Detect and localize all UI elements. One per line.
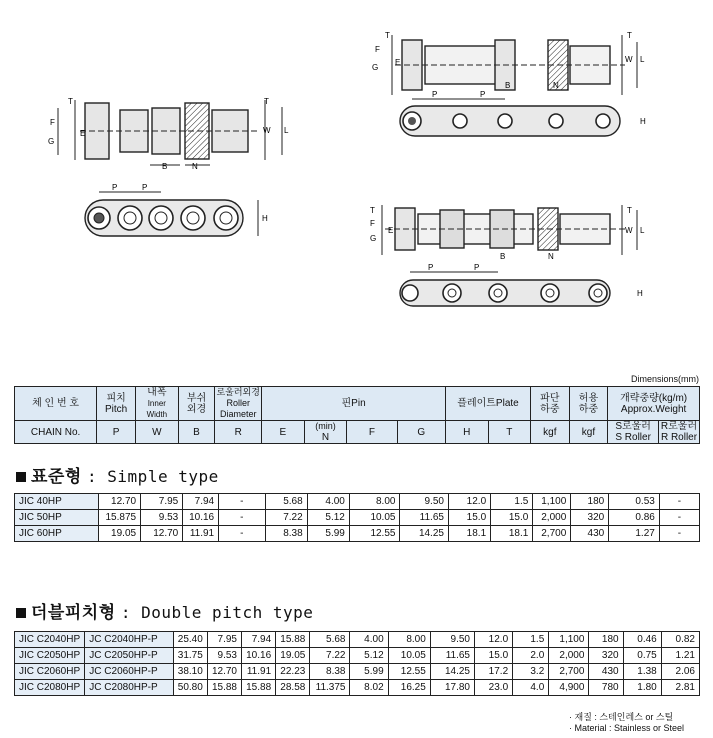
spec-cell: 17.80	[430, 680, 474, 696]
spec-cell: 2,700	[533, 526, 571, 542]
double-type-table	[14, 631, 700, 696]
spec-cell: -	[659, 526, 699, 542]
dim-e-label-d1: E	[395, 58, 401, 67]
spec-cell: 4.0	[513, 680, 549, 696]
spec-cell: 9.53	[207, 648, 241, 664]
header-bush: 부쉬 외경	[178, 387, 215, 421]
spec-cell: 31.75	[173, 648, 207, 664]
dim-w-label-d1: W	[625, 55, 633, 64]
header-plate: 플레이트Plate	[446, 387, 531, 421]
spec-cell: 50.80	[173, 680, 207, 696]
header-pitch-sym: P	[97, 421, 136, 444]
dim-b-label: B	[162, 162, 168, 171]
dim-g-label-d1: G	[372, 63, 379, 72]
header-break-load: 파단 하중	[531, 387, 570, 421]
spec-cell: 12.70	[141, 526, 183, 542]
spec-cell: 10.16	[183, 510, 219, 526]
dim-e-label: E	[80, 129, 86, 138]
spec-cell: 180	[589, 632, 623, 648]
header-bush-sym: B	[178, 421, 215, 444]
dim-t-label-d1: T	[385, 31, 390, 40]
spec-cell: 8.38	[265, 526, 307, 542]
table-row	[15, 632, 700, 648]
header-roller: 로울러외경 Roller Diameter	[216, 387, 260, 419]
dim-g-label-d2: G	[370, 234, 377, 243]
spec-cell: 3.2	[513, 664, 549, 680]
spec-cell: 780	[589, 680, 623, 696]
dim-h-label-d1: H	[640, 117, 646, 126]
dim-w-label: W	[263, 126, 271, 135]
dim-p-label-2: P	[142, 183, 148, 192]
spec-cell: 8.38	[310, 664, 350, 680]
dim-t-label-d2: T	[370, 206, 375, 215]
spec-cell: 17.2	[474, 664, 512, 680]
spec-cell: -	[219, 526, 265, 542]
dim-p-label-d2: P	[428, 263, 434, 272]
spec-cell: 8.02	[350, 680, 388, 696]
header-chain-ko: 체 인 번 호	[15, 387, 97, 421]
spec-cell: 22.23	[276, 664, 310, 680]
spec-cell: 15.875	[99, 510, 141, 526]
spec-cell: 11.65	[400, 510, 449, 526]
dim-f-label: F	[50, 118, 55, 127]
spec-cell: 15.88	[276, 632, 310, 648]
spec-cell: 4,900	[549, 680, 589, 696]
spec-cell: 1.5	[491, 494, 533, 510]
spec-cell: 1,100	[533, 494, 571, 510]
spec-cell: 23.0	[474, 680, 512, 696]
double-type-title: 더블피치형 : Double pitch type	[16, 598, 313, 623]
spec-cell: 12.0	[474, 632, 512, 648]
spec-cell: 11.375	[310, 680, 350, 696]
section-bullet-icon	[16, 608, 26, 618]
spec-cell: 0.75	[623, 648, 661, 664]
spec-cell: 180	[571, 494, 609, 510]
header-pin-g: G	[397, 421, 445, 444]
spec-cell: 12.55	[349, 526, 400, 542]
dim-t-label-d1r: T	[627, 31, 632, 40]
table-row	[15, 664, 700, 680]
table-row	[15, 680, 700, 696]
header-inner-width: 내폭 Inner Width	[135, 387, 178, 421]
spec-cell: 25.40	[173, 632, 207, 648]
dimensions-note: Dimensions(mm)	[630, 374, 699, 384]
spec-cell: 7.95	[141, 494, 183, 510]
spec-cell: -	[219, 510, 265, 526]
spec-cell: 2.06	[661, 664, 699, 680]
spec-cell: 9.50	[430, 632, 474, 648]
spec-cell: 1.38	[623, 664, 661, 680]
dim-b-label-d1: B	[505, 81, 511, 90]
spec-cell: 1.27	[609, 526, 660, 542]
chain-number-cell: JIC C2060HP	[15, 664, 85, 680]
header-pin-f: F	[347, 421, 397, 444]
chain-number-cell: JC C2050HP-P	[85, 648, 173, 664]
dim-w-label-d2: W	[625, 226, 633, 235]
spec-cell: 16.25	[388, 680, 430, 696]
dim-p-label: P	[112, 183, 118, 192]
spec-cell: 15.88	[241, 680, 275, 696]
spec-cell: 14.25	[400, 526, 449, 542]
chain-number-cell: JIC 60HP	[15, 526, 99, 542]
spec-cell: 14.25	[430, 664, 474, 680]
dim-f-label-d1: F	[375, 45, 380, 54]
double-r-top-view	[400, 263, 643, 306]
table-row	[15, 526, 700, 542]
chain-number-cell: JC C2080HP-P	[85, 680, 173, 696]
header-pin-n: (min) N	[304, 421, 347, 444]
spec-cell: 4.00	[307, 494, 349, 510]
spec-cell: 10.05	[388, 648, 430, 664]
chain-number-cell: JIC C2080HP	[15, 680, 85, 696]
header-chain-en: CHAIN No.	[15, 421, 97, 444]
header-weight: 개략중량(kg/m) Approx.Weight	[608, 387, 700, 421]
spec-cell: 320	[589, 648, 623, 664]
dim-n-label: N	[192, 162, 198, 171]
spec-cell: 0.53	[609, 494, 660, 510]
dim-p-label-d2b: P	[474, 263, 480, 272]
spec-cell: 1.5	[513, 632, 549, 648]
header-weight-r: R로울러 R Roller	[659, 421, 700, 444]
material-note-ko: · 재질 : 스테인레스 or 스틸	[569, 712, 674, 722]
header-allow-load: 허용 하중	[569, 387, 608, 421]
dim-r-b-label-d2: B	[500, 252, 506, 261]
spec-cell: 1.80	[623, 680, 661, 696]
dim-t-label: T	[68, 97, 73, 106]
spec-cell: 7.94	[183, 494, 219, 510]
spec-cell: 7.22	[265, 510, 307, 526]
material-note	[569, 710, 684, 733]
dim-p-label-d1: P	[432, 90, 438, 99]
dim-n-label-d1: N	[553, 81, 559, 90]
spec-cell: 5.99	[350, 664, 388, 680]
spec-cell: 18.1	[491, 526, 533, 542]
dim-l-label: L	[284, 126, 289, 135]
chain-number-cell: JIC C2050HP	[15, 648, 85, 664]
spec-cell: 5.12	[307, 510, 349, 526]
spec-cell: 2,700	[549, 664, 589, 680]
header-pin-e: E	[262, 421, 304, 444]
dim-l-label-d1: L	[640, 55, 645, 64]
spec-cell: 11.91	[241, 664, 275, 680]
spec-cell: 2.0	[513, 648, 549, 664]
spec-cell: 2,000	[549, 648, 589, 664]
double-s-side-view	[372, 31, 645, 95]
spec-cell: 5.99	[307, 526, 349, 542]
simple-side-view	[48, 97, 289, 171]
spec-cell: 9.50	[400, 494, 449, 510]
spec-cell: -	[659, 510, 699, 526]
spec-cell: 4.00	[350, 632, 388, 648]
simple-type-table	[14, 493, 700, 542]
spec-cell: 5.12	[350, 648, 388, 664]
dim-n-label-d2: N	[548, 252, 554, 261]
spec-cell: 12.70	[207, 664, 241, 680]
header-weight-s: S로울러 S Roller	[608, 421, 659, 444]
header-inner-sym: W	[135, 421, 178, 444]
spec-cell: 5.68	[310, 632, 350, 648]
simple-top-view	[85, 183, 268, 236]
spec-cell: 1,100	[549, 632, 589, 648]
header-pin: 핀Pin	[262, 387, 446, 421]
spec-cell: 12.55	[388, 664, 430, 680]
table-row	[15, 510, 700, 526]
spec-cell: 11.65	[430, 648, 474, 664]
chain-number-cell: JC C2060HP-P	[85, 664, 173, 680]
chain-number-cell: JIC C2040HP	[15, 632, 85, 648]
spec-cell: 15.0	[474, 648, 512, 664]
header-roller-sym: R	[215, 421, 262, 444]
double-s-top-view	[400, 90, 646, 136]
spec-cell: 19.05	[276, 648, 310, 664]
spec-cell: 0.82	[661, 632, 699, 648]
spec-cell: 0.46	[623, 632, 661, 648]
dim-f-label-d2: F	[370, 219, 375, 228]
spec-cell: 15.0	[448, 510, 490, 526]
spec-cell: 7.22	[310, 648, 350, 664]
spec-cell: 38.10	[173, 664, 207, 680]
spec-cell: 5.68	[265, 494, 307, 510]
header-plate-h: H	[446, 421, 489, 444]
spec-cell: 9.53	[141, 510, 183, 526]
dim-e-label-d2: E	[388, 226, 394, 235]
table-row	[15, 648, 700, 664]
header-break-unit: kgf	[531, 421, 570, 444]
dim-g-label: G	[48, 137, 55, 146]
section-bullet-icon	[16, 472, 26, 482]
spec-cell: -	[219, 494, 265, 510]
header-allow-unit: kgf	[569, 421, 608, 444]
spec-cell: 12.70	[99, 494, 141, 510]
chain-number-cell: JIC 40HP	[15, 494, 99, 510]
table-row	[15, 494, 700, 510]
spec-cell: 7.94	[241, 632, 275, 648]
spec-cell: 2,000	[533, 510, 571, 526]
spec-cell: 7.95	[207, 632, 241, 648]
spec-cell: 320	[571, 510, 609, 526]
spec-cell: 430	[571, 526, 609, 542]
spec-cell: 18.1	[448, 526, 490, 542]
spec-cell: 15.88	[207, 680, 241, 696]
dim-h-label: H	[262, 214, 268, 223]
spec-cell: 28.58	[276, 680, 310, 696]
spec-cell: 0.86	[609, 510, 660, 526]
dim-l-label-d2: L	[640, 226, 645, 235]
spec-cell: 12.0	[448, 494, 490, 510]
spec-cell: 10.16	[241, 648, 275, 664]
chain-number-cell: JIC 50HP	[15, 510, 99, 526]
spec-cell: 8.00	[388, 632, 430, 648]
spec-cell: 430	[589, 664, 623, 680]
spec-header-table	[14, 386, 700, 444]
spec-cell: 11.91	[183, 526, 219, 542]
chain-number-cell: JC C2040HP-P	[85, 632, 173, 648]
simple-type-title: 표준형 : Simple type	[16, 462, 219, 487]
spec-cell: 8.00	[349, 494, 400, 510]
spec-cell: 2.81	[661, 680, 699, 696]
spec-cell: 19.05	[99, 526, 141, 542]
material-note-en: · Material : Stainless or Steel	[569, 723, 685, 733]
spec-cell: 1.21	[661, 648, 699, 664]
dim-t-label-d2r: T	[627, 206, 632, 215]
header-plate-t: T	[488, 421, 531, 444]
double-r-side-view	[370, 205, 645, 261]
spec-cell: 15.0	[491, 510, 533, 526]
header-pitch: 피치 Pitch	[97, 387, 136, 421]
dim-h-label-d2: H	[637, 289, 643, 298]
spec-cell: -	[659, 494, 699, 510]
dim-p-label-d1b: P	[480, 90, 486, 99]
spec-cell: 10.05	[349, 510, 400, 526]
dim-t-label-right: T	[264, 97, 269, 106]
